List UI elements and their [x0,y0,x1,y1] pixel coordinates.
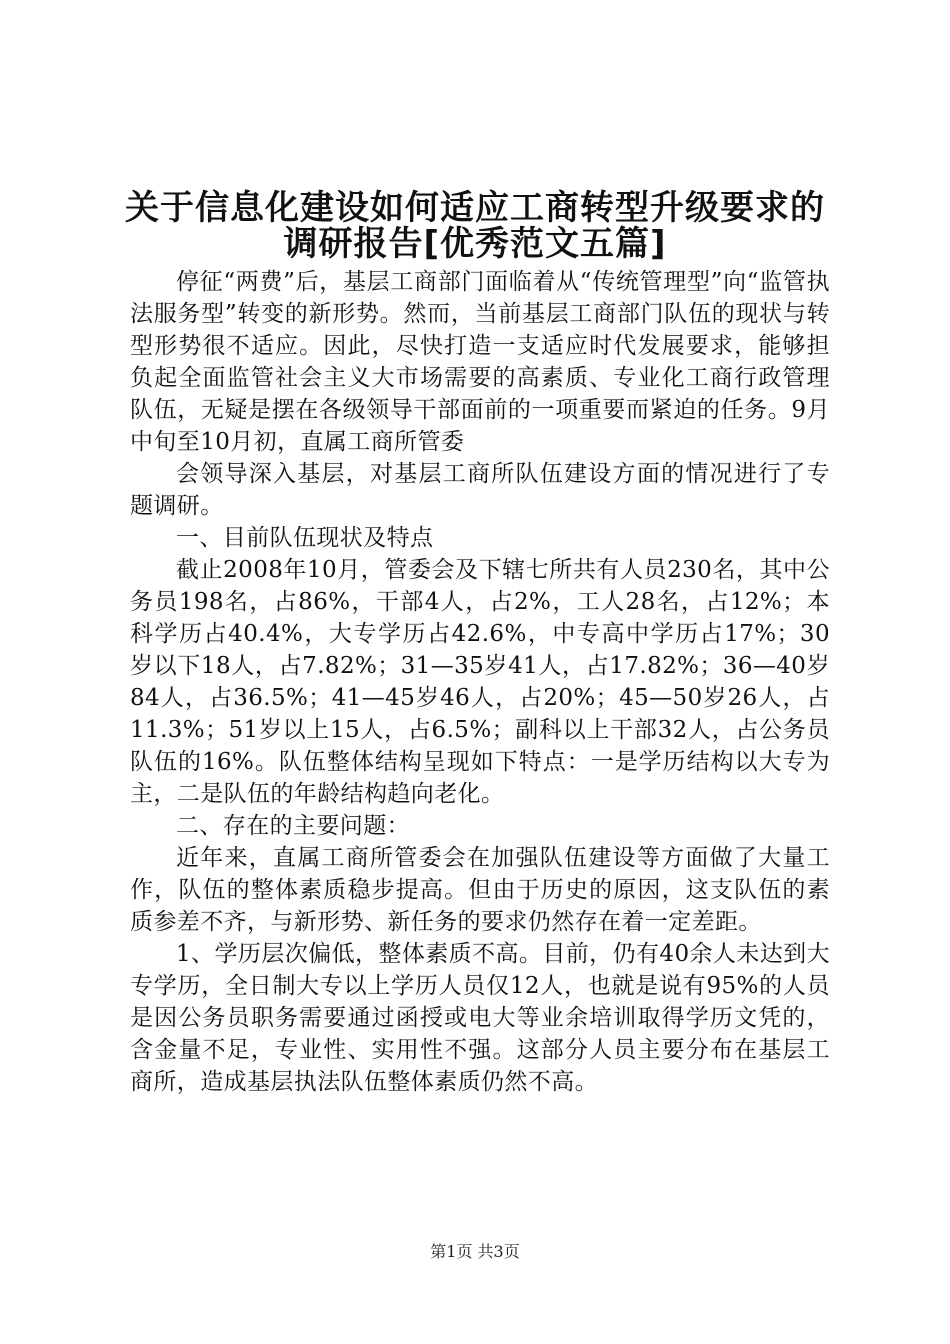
paragraph-research: 会领导深入基层，对基层工商所队伍建设方面的情况进行了专题调研。 [130,461,830,519]
paragraph-problem-1: 1、学历层次偏低，整体素质不高。目前，仍有40余人未达到大专学历，全日制大专以上学历人员仅12人，也就是说有95%的人员是因公务员职务需要通过函授或电大等业余培训取得学历文凭的，含金量不足，专业性、实用性不强。这部分人员主要分布在基层工商所，造成基层执法队伍整体素质仍然不高。 [130,941,830,1095]
document-body [130,266,830,1098]
document-title-line-2: 调研报告[优秀范文五篇] [283,224,667,264]
section-heading-problems: 二、存在的主要问题： [176,813,410,839]
paragraph-intro: 停征“两费”后，基层工商部门面临着从“传统管理型”向“监管执法服务型”转变的新形势。然而，当前基层工商部门队伍的现状与转型形势很不适应。因此，尽快打造一支适应时代发展要求，能够担负起全面监管社会主义大市场需要的高素质、专业化工商行政管理队伍，无疑是摆在各级领导干部面前的一项重要而紧迫的任务。9月中旬至10月初，直属工商所管委 [130,269,830,455]
paragraph-problems-intro: 近年来，直属工商所管委会在加强队伍建设等方面做了大量工作，队伍的整体素质稳步提高。但由于历史的原因，这支队伍的素质参差不齐，与新形势、新任务的要求仍然存在着一定差距。 [130,845,830,935]
section-heading-status: 一、目前队伍现状及特点 [176,525,434,551]
page-number-footer: 第1页 共3页 [430,1242,520,1261]
paragraph-statistics: 截止2008年10月，管委会及下辖七所共有人员230名，其中公务员198名，占86%，干部4人，占2%，工人28名，占12%；本科学历占40.4%，大专学历占42.6%，中专高中学历占17%；30岁以下18人，占7.82%；31—35岁41人，占17.82%；36—40岁84人，占36.5%；41—45岁46人，占20%；45—50岁26人，占11.3%；51岁以上15人，占6.5%；副科以上干部32人，占公务员队伍的16%。队伍整体结构呈现如下特点：一是学历结构以大专为主，二是队伍的年龄结构趋向老化。 [130,557,830,807]
document-title-line-1: 关于信息化建设如何适应工商转型升级要求的 [125,188,825,228]
